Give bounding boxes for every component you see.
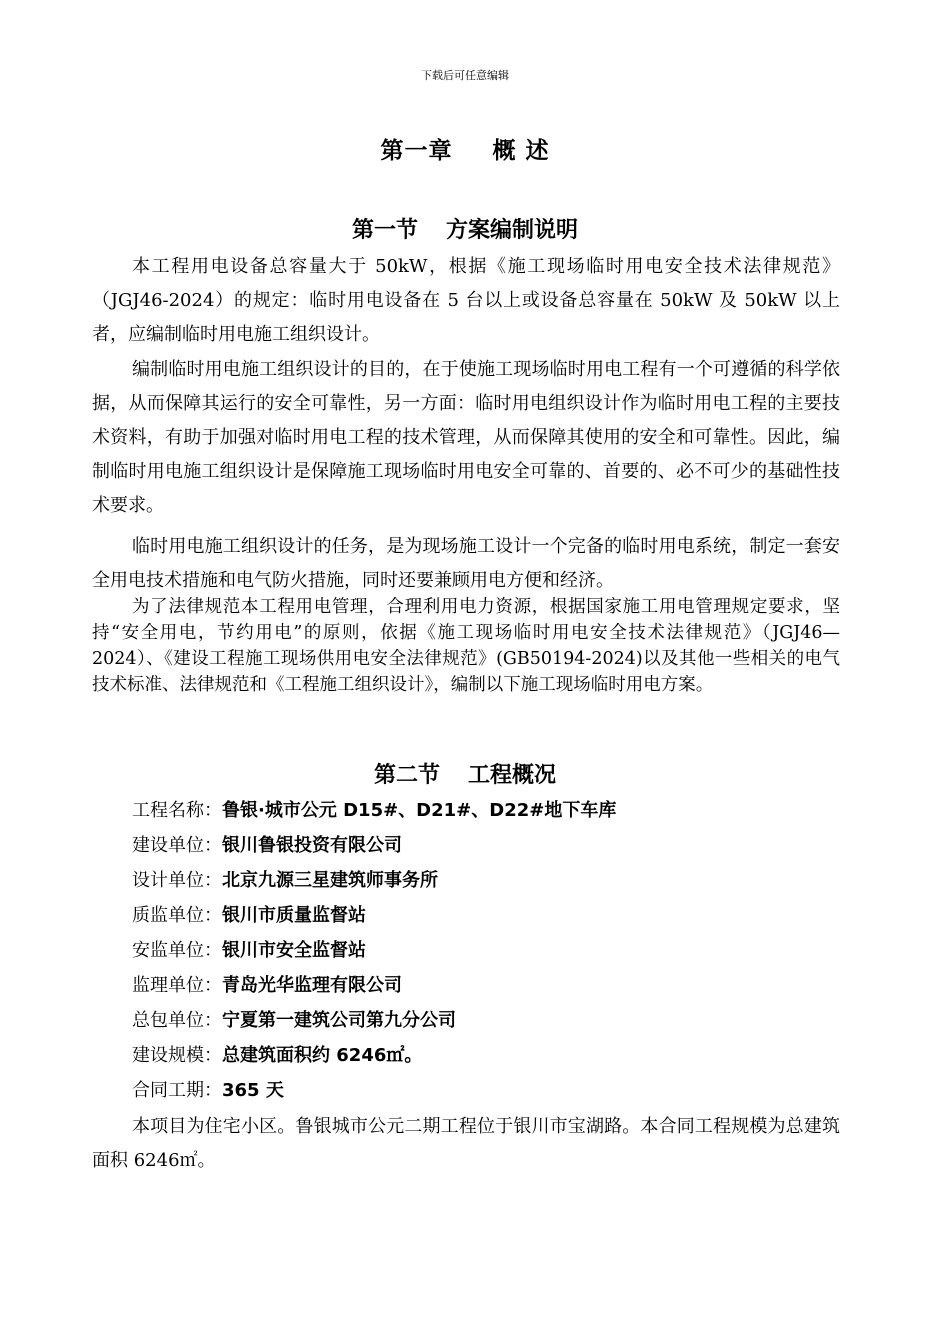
info-supervision: [132, 971, 402, 1001]
info-value: 青岛光华监理有限公司: [222, 975, 402, 996]
section-name: 方案编制说明: [446, 218, 579, 243]
info-safety-supervisor: [132, 936, 366, 966]
section-number: 第二节: [373, 763, 440, 788]
info-value: 银川市安全监督站: [222, 940, 366, 961]
info-value: 365 天: [222, 1080, 284, 1101]
info-value: 鲁银·城市公元 D15#、D21#、D22#地下车库: [222, 800, 617, 821]
info-value: 总建筑面积约 6246㎡。: [222, 1045, 423, 1066]
info-owner: [132, 831, 402, 861]
paragraph-4: 为了法律规范本工程用电管理，合理利用电力资源，根据国家施工用电管理规定要求，坚持“安全用电，节约用电”的原则，依据《施工现场临时用电安全技术法律规范》（JGJ46—2024）、《建设工程施工现场供用电安全法律规范》(GB50194-2024)以及其他一些相关的电气技术标准、法律规范和《工程施工组织设计》，编制以下施工现场临时用电方案。: [92, 597, 840, 695]
info-value: 银川市质量监督站: [222, 905, 366, 926]
info-designer: [132, 866, 438, 896]
chapter-name: 概 述: [492, 138, 550, 164]
info-value: 北京九源三星建筑师事务所: [222, 870, 438, 891]
header-note: 下载后可任意编辑: [421, 69, 509, 82]
paragraph-1: 本工程用电设备总容量大于 50kW，根据《施工现场临时用电安全技术法律规范》（JGJ46-2024）的规定：临时用电设备在 5 台以上或设备总容量在 50kW 及 50kW 以上者，应编制临时用电施工组织设计。: [92, 256, 840, 345]
info-label: 建设规模：: [132, 1045, 222, 1066]
info-quality-supervisor: [132, 901, 366, 931]
section-title-1: [0, 213, 930, 244]
info-label: 设计单位：: [132, 870, 222, 891]
section-title-2: [0, 758, 930, 789]
info-label: 建设单位：: [132, 835, 222, 856]
chapter-number: 第一章: [380, 138, 453, 164]
info-project-name: [132, 796, 616, 826]
info-label: 工程名称：: [132, 800, 222, 821]
paragraph-2: 编制临时用电施工组织设计的目的，在于使施工现场临时用电工程有一个可遵循的科学依据，从而保障其运行的安全可靠性，另一方面：临时用电组织设计作为临时用电工程的主要技术资料，有助于加强对临时用电工程的技术管理，从而保障其使用的安全和可靠性。因此，编制临时用电施工组织设计是保障施工现场临时用电安全可靠的、首要的、必不可少的基础性技术要求。: [92, 359, 840, 516]
info-label: 总包单位：: [132, 1010, 222, 1031]
info-label: 安监单位：: [132, 940, 222, 961]
info-label: 监理单位：: [132, 975, 222, 996]
paragraph-3: 临时用电施工组织设计的任务，是为现场施工设计一个完备的临时用电系统，制定一套安全用电技术措施和电气防火措施，同时还要兼顾用电方便和经济。: [92, 536, 840, 591]
info-value: 银川鲁银投资有限公司: [222, 835, 402, 856]
project-summary: 本项目为住宅小区。鲁银城市公元二期工程位于银川市宝湖路。本合同工程规模为总建筑面积 6246㎡。: [92, 1116, 840, 1171]
info-scale: [132, 1041, 422, 1071]
info-contractor: [132, 1006, 456, 1036]
info-duration: [132, 1076, 284, 1106]
section-number: 第一节: [351, 218, 418, 243]
info-label: 合同工期：: [132, 1080, 222, 1101]
chapter-title: [0, 132, 930, 165]
info-label: 质监单位：: [132, 905, 222, 926]
info-value: 宁夏第一建筑公司第九分公司: [222, 1010, 456, 1031]
section-name: 工程概况: [468, 763, 557, 788]
